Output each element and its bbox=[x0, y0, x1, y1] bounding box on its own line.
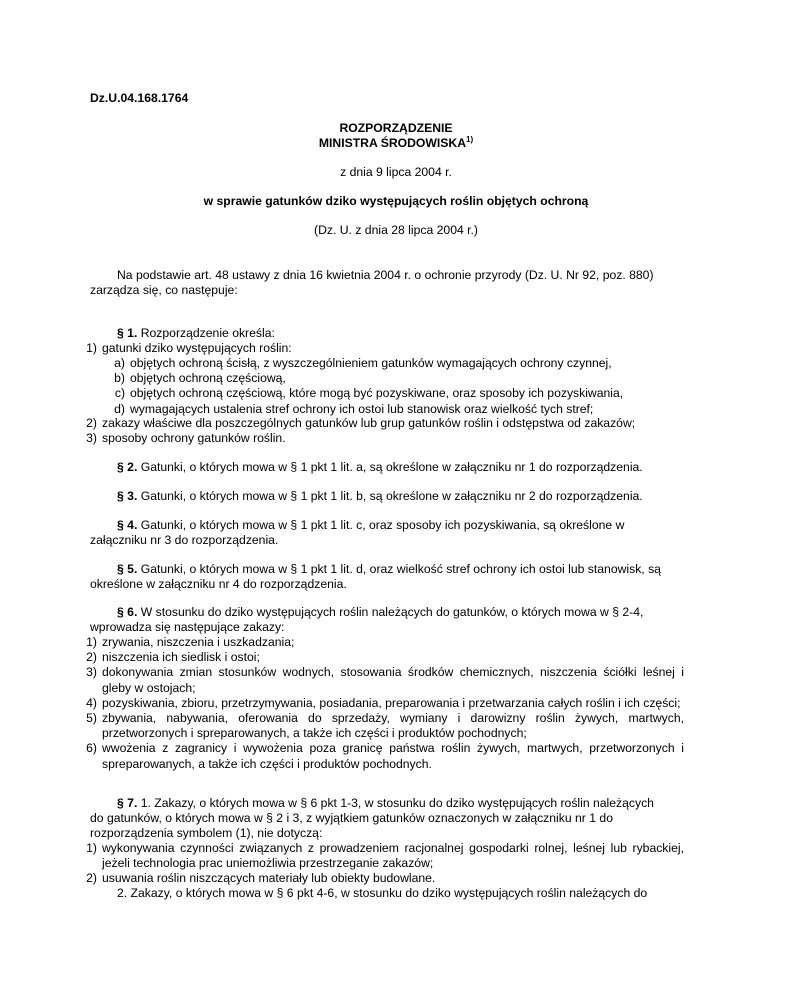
paragraph-1-list bbox=[80, 341, 684, 356]
act-date: z dnia 9 lipca 2004 r. bbox=[340, 165, 452, 179]
paragraph-7-text: 1. Zakazy, o których mowa w § 6 pkt 1-3, w stosunku do dziko występujących roślin należących bbox=[137, 796, 654, 810]
list-item-text: gatunki dziko występujących roślin: bbox=[102, 341, 292, 355]
sublist-item-letter: c) bbox=[114, 386, 125, 401]
list-item-text: zrywania, niszczenia i uszkadzania; bbox=[102, 635, 295, 649]
list-item-text: wykonywania czynności związanych z prowadzeniem racjonalnej gospodarki rolnej, leśnej lub rybackiej, jeżeli technologia prac uniemożliwia przestrzeganie zakazów; bbox=[102, 841, 684, 871]
paragraph-7 bbox=[90, 796, 684, 842]
paragraph-7-line-2: do gatunków, o których mowa w § 2 i 3, z wyjątkiem gatunków oznaczonych w załączniku nr 1 do bbox=[90, 811, 613, 826]
list-item-number: 6) bbox=[86, 741, 97, 756]
paragraph-7-mark: § 7. bbox=[117, 796, 138, 810]
paragraph-1-mark: § 1. bbox=[117, 326, 138, 340]
paragraph-7-line-1 bbox=[90, 796, 684, 811]
paragraph-3-mark: § 3. bbox=[117, 489, 138, 503]
list-item-text: dokonywania zmian stosunków wodnych, stosowania środków chemicznych, niszczenia ściółki leśnej i gleby w ostojach; bbox=[102, 665, 684, 695]
paragraph-6-list bbox=[80, 635, 684, 772]
list-item-number: 4) bbox=[86, 695, 97, 710]
list-item-number: 2) bbox=[86, 650, 97, 665]
issuer-title bbox=[0, 136, 792, 151]
list-item-number: 2) bbox=[86, 871, 97, 886]
sublist-item-letter: b) bbox=[114, 371, 125, 386]
list-item bbox=[80, 341, 684, 356]
paragraph-3 bbox=[117, 489, 684, 504]
sublist-item-letter: d) bbox=[114, 401, 125, 416]
list-item-text: pozyskiwania, zbioru, przetrzymywania, posiadania, preparowania i przetwarzania całych roślin i ich części; bbox=[102, 695, 681, 710]
list-item-text: zakazy właściwe dla poszczególnych gatunków lub grup gatunków roślin i odstępstwa od zakazów; bbox=[102, 416, 636, 430]
list-item bbox=[80, 431, 684, 446]
sublist-item bbox=[108, 402, 684, 417]
paragraph-6-mark: § 6. bbox=[117, 605, 138, 619]
sublist-item bbox=[108, 386, 684, 401]
list-item-text: sposoby ochrony gatunków roślin. bbox=[102, 431, 286, 446]
sublist-item-letter: a) bbox=[114, 356, 125, 370]
sublist-item-text: objętych ochroną częściową, bbox=[130, 371, 286, 386]
paragraph-4-line-2: załączniku nr 3 do rozporządzenia. bbox=[90, 533, 279, 548]
paragraph-1-lead bbox=[90, 326, 684, 341]
paragraph-5 bbox=[90, 562, 684, 592]
paragraph-7-section-2: 2. Zakazy, o których mowa w § 6 pkt 4-6, w stosunku do dziko występujących roślin należących do bbox=[117, 886, 648, 900]
list-item-number: 1) bbox=[86, 341, 97, 355]
list-item-number: 1) bbox=[86, 635, 97, 649]
list-item-number: 5) bbox=[86, 711, 97, 726]
sublist-item-text: wymagających ustalenia stref ochrony ich ostoi lub stanowisk oraz wielkość tych stref; bbox=[130, 401, 594, 416]
list-item-text: niszczenia ich siedlisk i ostoi; bbox=[102, 650, 260, 665]
sublist-item bbox=[108, 356, 684, 371]
publication-date: (Dz. U. z dnia 28 lipca 2004 r.) bbox=[314, 223, 478, 237]
paragraph-4-line-1 bbox=[90, 518, 684, 533]
act-subject: w sprawie gatunków dziko występujących roślin objętych ochroną bbox=[203, 194, 589, 208]
list-item-text: wwożenia z zagranicy i wywożenia poza granicę państwa roślin żywych, martwych, przetworzonych i spreparowanych, a także ich części i produktów pochodnych. bbox=[102, 741, 684, 771]
preamble-line-1: Na podstawie art. 48 ustawy z dnia 16 kwietnia 2004 r. o ochronie przyrody (Dz. U. Nr 92, poz. 880) bbox=[117, 268, 654, 282]
issuer-title-text: MINISTRA ŚRODOWISKA bbox=[318, 136, 467, 150]
paragraph-6-text: W stosunku do dziko występujących roślin należących do gatunków, o których mowa w § 2-4, bbox=[137, 605, 644, 619]
sublist-item-text: objętych ochroną częściową, które mogą być pozyskiwane, oraz sposoby ich pozyskiwania, bbox=[130, 386, 624, 401]
paragraph-5-line-1 bbox=[90, 562, 684, 577]
list-item-number: 3) bbox=[86, 431, 97, 446]
paragraph-5-line-2: określone w załączniku nr 4 do rozporządzenia. bbox=[90, 577, 347, 592]
paragraph-6-line-2: wprowadza się następujące zakazy: bbox=[90, 620, 285, 635]
sublist-item-text: objętych ochroną ścisłą, z wyszczególnieniem gatunków wymagających ochrony czynnej, bbox=[130, 356, 612, 370]
document-reference: Dz.U.04.168.1764 bbox=[90, 91, 189, 105]
list-item-number: 3) bbox=[86, 665, 97, 680]
paragraph-6-line-1 bbox=[90, 605, 684, 620]
sublist-item bbox=[108, 371, 684, 386]
list-item-number: 2) bbox=[86, 416, 97, 430]
list-item bbox=[80, 416, 684, 431]
act-type-title: ROZPORZĄDZENIE bbox=[339, 121, 453, 135]
paragraph-5-mark: § 5. bbox=[117, 562, 138, 576]
paragraph-3-text: Gatunki, o których mowa w § 1 pkt 1 lit. b, są określone w załączniku nr 2 do rozporządzenia. bbox=[137, 489, 643, 503]
preamble bbox=[90, 268, 684, 298]
paragraph-4 bbox=[90, 518, 684, 548]
list-item bbox=[80, 635, 684, 650]
paragraph-1-sublist bbox=[108, 356, 684, 417]
list-item-number: 1) bbox=[86, 841, 97, 855]
list-item bbox=[80, 711, 684, 741]
footnote-marker: 1) bbox=[466, 134, 474, 144]
paragraph-4-text: Gatunki, o których mowa w § 1 pkt 1 lit. c, oraz sposoby ich pozyskiwania, są określone w bbox=[137, 518, 625, 532]
paragraph-2-text: Gatunki, o których mowa w § 1 pkt 1 lit. a, są określone w załączniku nr 1 do rozporządzenia. bbox=[137, 460, 643, 474]
paragraph-7-line-3: rozporządzenia symbolem (1), nie dotyczą: bbox=[90, 826, 323, 841]
list-item-text: zbywania, nabywania, oferowania do sprzedaży, wymiany i darowizny roślin żywych, martwych, przetworzonych i spreparowanych, a także ich części i produktów pochodnych; bbox=[102, 711, 684, 741]
paragraph-4-mark: § 4. bbox=[117, 518, 138, 532]
paragraph-1 bbox=[90, 326, 684, 341]
paragraph-2-mark: § 2. bbox=[117, 460, 138, 474]
list-item bbox=[80, 741, 684, 771]
paragraph-7-list bbox=[80, 841, 684, 887]
list-item bbox=[80, 871, 684, 886]
list-item bbox=[80, 650, 684, 665]
list-item-text: usuwania roślin niszczących materiały lub obiekty budowlane. bbox=[102, 871, 436, 886]
paragraph-5-text: Gatunki, o których mowa w § 1 pkt 1 lit. d, oraz wielkość stref ochrony ich ostoi lub stanowisk, są bbox=[137, 562, 661, 576]
list-item bbox=[80, 665, 684, 695]
list-item bbox=[80, 696, 684, 711]
preamble-line-2: zarządza się, co następuje: bbox=[90, 283, 238, 298]
list-item bbox=[80, 841, 684, 871]
paragraph-1-list-cont bbox=[80, 416, 684, 446]
paragraph-6 bbox=[90, 605, 684, 635]
paragraph-1-text: Rozporządzenie określa: bbox=[137, 326, 275, 340]
paragraph-2 bbox=[117, 460, 684, 475]
